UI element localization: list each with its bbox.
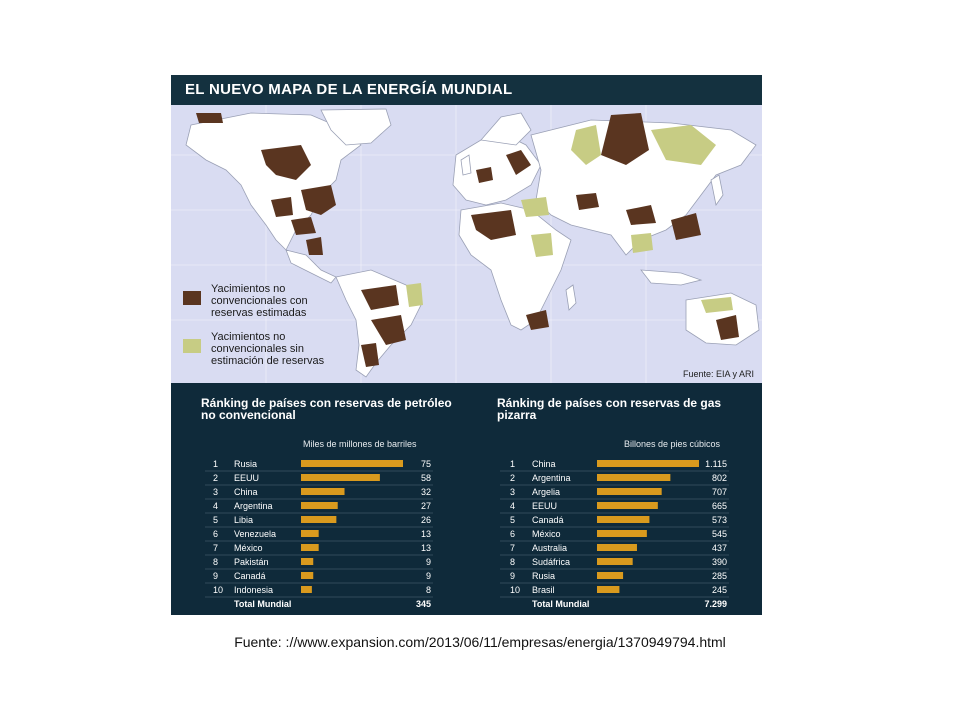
category-label: Argentina (234, 501, 273, 511)
rank-label: 7 (213, 543, 219, 553)
value-label: 707 (711, 487, 727, 497)
value-label: 58 (420, 473, 431, 483)
legend-item-not-estimated (183, 331, 351, 367)
bar (301, 558, 313, 565)
world-map (171, 105, 762, 383)
gas-ranking-panel (467, 383, 762, 615)
rank-label: 7 (510, 543, 516, 553)
bar (597, 488, 662, 495)
total-label: Total Mundial (532, 599, 590, 609)
bar (597, 586, 619, 593)
rank-label: 8 (213, 557, 219, 567)
value-label: 75 (420, 459, 431, 469)
rank-label: 3 (510, 487, 516, 497)
bar (597, 544, 637, 551)
value-label: 26 (420, 515, 431, 525)
value-label: 665 (711, 501, 727, 511)
bar (301, 586, 312, 593)
rank-label: 9 (213, 571, 219, 581)
total-label: Total Mundial (234, 599, 292, 609)
bar (301, 488, 345, 495)
value-label: 8 (425, 585, 431, 595)
category-label: Rusia (234, 459, 258, 469)
category-label: China (532, 459, 556, 469)
value-label: 437 (711, 543, 727, 553)
legend-label-not-estimated: Yacimientos no convencionales sin estimación de reservas (211, 331, 325, 367)
category-label: EEUU (532, 501, 558, 511)
category-label: Canadá (234, 571, 266, 581)
oil-ranking-unit: Miles de millones de barriles (303, 439, 417, 449)
scandinavia-shape (481, 113, 531, 145)
rank-label: 2 (510, 473, 516, 483)
value-label: 390 (711, 557, 727, 567)
category-label: Indonesia (234, 585, 274, 595)
value-label: 27 (420, 501, 431, 511)
category-label: México (532, 529, 561, 539)
bar (301, 502, 338, 509)
value-label: 245 (711, 585, 727, 595)
japan-shape (711, 175, 723, 205)
total-value: 345 (415, 599, 431, 609)
gas-ranking-chart (467, 383, 762, 615)
rank-label: 4 (213, 501, 219, 511)
bar (597, 572, 623, 579)
legend-item-estimated (183, 283, 351, 319)
value-label: 13 (420, 543, 431, 553)
category-label: EEUU (234, 473, 260, 483)
rank-label: 5 (510, 515, 516, 525)
value-label: 545 (711, 529, 727, 539)
oil-ranking-chart (171, 383, 466, 615)
value-label: 9 (425, 557, 431, 567)
gas-ranking-title: Ránking de países con reservas de gas pizarra (497, 396, 722, 422)
bar (597, 516, 649, 523)
bar (597, 502, 658, 509)
rank-label: 9 (510, 571, 516, 581)
category-label: Argelia (532, 487, 561, 497)
rank-label: 6 (213, 529, 219, 539)
category-label: Rusia (532, 571, 556, 581)
value-label: 802 (711, 473, 727, 483)
gas-ranking-unit: Billones de pies cúbicos (624, 439, 721, 449)
value-label: 573 (711, 515, 727, 525)
rank-label: 1 (510, 459, 516, 469)
legend-label-estimated: Yacimientos no convencionales con reservas estimadas (211, 283, 308, 319)
value-label: 9 (425, 571, 431, 581)
category-label: China (234, 487, 258, 497)
rank-label: 3 (213, 487, 219, 497)
bar (301, 474, 380, 481)
legend-swatch-estimated (183, 291, 201, 305)
bar (301, 572, 313, 579)
rank-label: 10 (510, 585, 521, 595)
legend-swatch-not-estimated (183, 339, 201, 353)
rank-label: 5 (213, 515, 219, 525)
value-label: 13 (420, 529, 431, 539)
category-label: Australia (532, 543, 568, 553)
madagascar-shape (566, 285, 576, 310)
category-label: Pakistán (234, 557, 269, 567)
category-label: Venezuela (234, 529, 277, 539)
value-label: 285 (711, 571, 727, 581)
rank-label: 8 (510, 557, 516, 567)
bar (301, 530, 319, 537)
energy-infographic (171, 75, 762, 615)
category-label: Brasil (532, 585, 555, 595)
rank-label: 2 (213, 473, 219, 483)
rank-label: 1 (213, 459, 219, 469)
category-label: Sudáfrica (532, 557, 571, 567)
bar (301, 460, 403, 467)
bar (301, 516, 336, 523)
infographic-title: EL NUEVO MAPA DE LA ENERGÍA MUNDIAL (185, 81, 513, 98)
category-label: Argentina (532, 473, 571, 483)
total-value: 7.299 (704, 599, 727, 609)
rank-label: 4 (510, 501, 516, 511)
bar (301, 544, 319, 551)
category-label: Libia (234, 515, 254, 525)
category-label: México (234, 543, 263, 553)
oil-ranking-panel (171, 383, 466, 615)
map-source: Fuente: EIA y ARI (682, 369, 754, 379)
title-bar (171, 75, 762, 105)
value-label: 1.115 (705, 459, 727, 469)
rank-label: 10 (213, 585, 224, 595)
bar (597, 460, 699, 467)
bar (597, 530, 647, 537)
value-label: 32 (420, 487, 431, 497)
bar (597, 474, 670, 481)
indonesia-shape (641, 270, 701, 285)
footer-source: Fuente: ://www.expansion.com/2013/06/11/empresas/energia/1370949794.html (234, 634, 726, 650)
rank-label: 6 (510, 529, 516, 539)
oil-ranking-title: Ránking de países con reservas de petróleo no convencional (201, 396, 452, 422)
category-label: Canadá (532, 515, 564, 525)
bar (597, 558, 633, 565)
